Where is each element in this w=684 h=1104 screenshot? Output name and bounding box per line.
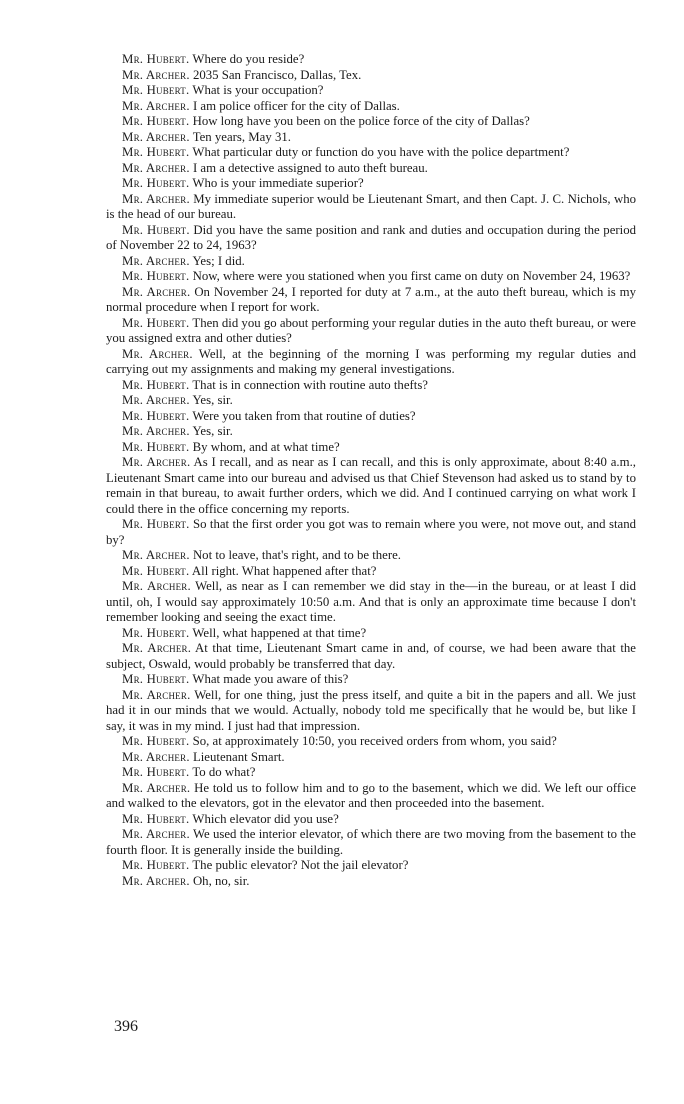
- utterance-text: Did you have the same position and rank and duties and occupation during the period of November 22 to 24, 1963?: [106, 222, 636, 252]
- speaker-label: Mr. Archer.: [122, 346, 193, 361]
- speaker-label: Mr. Archer.: [122, 873, 190, 888]
- utterance-text: What is your occupation?: [192, 83, 324, 97]
- transcript-paragraph: [106, 409, 636, 425]
- testimony-transcript: [106, 52, 636, 889]
- transcript-paragraph: [106, 874, 636, 890]
- transcript-paragraph: [106, 161, 636, 177]
- utterance-text: Well, at the beginning of the morning I was performing my regular duties and carrying out my assignments and making my general investigations.: [106, 346, 636, 376]
- utterance-text: Then did you go about performing your regular duties in the auto theft bureau, or were you assigned extra and other duties?: [106, 315, 636, 345]
- speaker-label: Mr. Hubert.: [122, 439, 190, 454]
- transcript-paragraph: [106, 192, 636, 223]
- speaker-label: Mr. Hubert.: [122, 222, 190, 237]
- transcript-paragraph: [106, 781, 636, 812]
- utterance-text: All right. What happened after that?: [191, 563, 377, 578]
- utterance-text: That is in connection with routine auto thefts?: [192, 377, 428, 392]
- speaker-label: Mr. Hubert.: [122, 765, 190, 779]
- transcript-paragraph: [106, 641, 636, 672]
- speaker-label: Mr. Archer.: [122, 548, 190, 562]
- speaker-label: Mr. Hubert.: [122, 269, 190, 283]
- speaker-label: Mr. Archer.: [122, 284, 191, 299]
- transcript-paragraph: [106, 378, 636, 394]
- utterance-text: How long have you been on the police force of the city of Dallas?: [192, 114, 530, 128]
- transcript-paragraph: [106, 316, 636, 347]
- speaker-label: Mr. Hubert.: [122, 517, 190, 531]
- speaker-label: Mr. Hubert.: [122, 315, 190, 330]
- transcript-paragraph: [106, 424, 636, 440]
- utterance-text: Yes, sir.: [192, 424, 233, 438]
- transcript-paragraph: [106, 688, 636, 735]
- transcript-paragraph: [106, 517, 636, 548]
- speaker-label: Mr. Hubert.: [122, 625, 190, 640]
- utterance-text: What particular duty or function do you have with the police department?: [192, 145, 570, 159]
- transcript-paragraph: [106, 827, 636, 858]
- transcript-paragraph: [106, 393, 636, 409]
- transcript-paragraph: [106, 765, 636, 781]
- speaker-label: Mr. Hubert.: [122, 672, 190, 686]
- speaker-label: Mr. Archer.: [122, 827, 190, 841]
- speaker-label: Mr. Archer.: [122, 780, 191, 795]
- transcript-paragraph: [106, 548, 636, 564]
- utterance-text: Not to leave, that's right, and to be there.: [192, 548, 401, 562]
- transcript-paragraph: [106, 285, 636, 316]
- speaker-label: Mr. Hubert.: [122, 83, 190, 97]
- transcript-paragraph: [106, 626, 636, 642]
- speaker-label: Mr. Hubert.: [122, 52, 190, 66]
- utterance-text: So that the first order you got was to remain where you were, not move out, and stand by?: [106, 517, 636, 547]
- utterance-text: To do what?: [192, 765, 256, 779]
- transcript-paragraph: [106, 812, 636, 828]
- transcript-paragraph: [106, 83, 636, 99]
- transcript-paragraph: [106, 68, 636, 84]
- transcript-paragraph: [106, 455, 636, 517]
- speaker-label: Mr. Archer.: [122, 253, 190, 268]
- utterance-text: Now, where were you stationed when you first came on duty on November 24, 1963?: [192, 269, 631, 283]
- speaker-label: Mr. Archer.: [122, 98, 190, 113]
- utterance-text: At that time, Lieutenant Smart came in and, of course, we had been aware that the subject, Oswald, would probably be transferred that day.: [106, 641, 636, 671]
- speaker-label: Mr. Hubert.: [122, 145, 190, 159]
- speaker-label: Mr. Archer.: [122, 393, 190, 407]
- speaker-label: Mr. Archer.: [122, 579, 191, 593]
- utterance-text: What made you aware of this?: [192, 672, 349, 686]
- transcript-paragraph: [106, 223, 636, 254]
- transcript-paragraph: [106, 145, 636, 161]
- transcript-paragraph: [106, 130, 636, 146]
- speaker-label: Mr. Hubert.: [122, 858, 190, 872]
- speaker-label: Mr. Archer.: [122, 687, 191, 702]
- utterance-text: I am police officer for the city of Dallas.: [192, 98, 400, 113]
- transcript-paragraph: [106, 176, 636, 192]
- speaker-label: Mr. Archer.: [122, 424, 190, 438]
- speaker-label: Mr. Archer.: [122, 191, 190, 206]
- transcript-paragraph: [106, 269, 636, 285]
- utterance-text: Yes, sir.: [192, 393, 233, 407]
- speaker-label: Mr. Archer.: [122, 641, 192, 655]
- page-number: 396: [114, 1018, 138, 1035]
- utterance-text: We used the interior elevator, of which there are two moving from the basement to the fourth floor. It is generally inside the building.: [106, 827, 636, 857]
- transcript-paragraph: [106, 672, 636, 688]
- utterance-text: The public elevator? Not the jail elevator?: [192, 858, 409, 872]
- utterance-text: Were you taken from that routine of duties?: [192, 408, 416, 423]
- utterance-text: Ten years, May 31.: [192, 129, 291, 144]
- utterance-text: Where do you reside?: [192, 52, 305, 66]
- utterance-text: Well, for one thing, just the press itself, and quite a bit in the papers and all. We just had it in our minds that we would. Actually, nobody told me specifically that he would be, but like I say, it was in my mind. I just had that impression.: [106, 687, 636, 733]
- utterance-text: As I recall, and as near as I can recall, and this is only approximate, about 8:40 a.m., Lieutenant Smart came into our bureau and advised us that Chief Stevenson had asked us to stand by to remain in that bureau, to await further orders, which we did. And I continued carrying on what work I could there in the office concerning my reports.: [106, 455, 636, 516]
- utterance-text: Lieutenant Smart.: [192, 749, 285, 764]
- speaker-label: Mr. Hubert.: [122, 563, 190, 578]
- utterance-text: I am a detective assigned to auto theft bureau.: [192, 160, 428, 175]
- transcript-paragraph: [106, 99, 636, 115]
- speaker-label: Mr. Archer.: [122, 455, 191, 469]
- speaker-label: Mr. Hubert.: [122, 811, 190, 826]
- utterance-text: By whom, and at what time?: [192, 439, 340, 454]
- speaker-label: Mr. Archer.: [122, 67, 190, 82]
- utterance-text: On November 24, I reported for duty at 7 a.m., at the auto theft bureau, which is my normal procedure when I report for work.: [106, 284, 636, 314]
- speaker-label: Mr. Hubert.: [122, 734, 190, 748]
- utterance-text: Yes; I did.: [192, 253, 245, 268]
- transcript-paragraph: [106, 254, 636, 270]
- speaker-label: Mr. Hubert.: [122, 114, 190, 128]
- utterance-text: Well, as near as I can remember we did stay in the—in the bureau, or at least I did until, oh, I would say approximately 10:50 a.m. And that is only an approximate time because I don't remember looking and seeing the exact time.: [106, 579, 636, 624]
- transcript-paragraph: [106, 440, 636, 456]
- utterance-text: Which elevator did you use?: [192, 811, 339, 826]
- utterance-text: He told us to follow him and to go to the basement, which we did. We left our office and walked to the elevators, got in the elevator and then proceeded into the basement.: [106, 780, 636, 810]
- utterance-text: 2035 San Francisco, Dallas, Tex.: [192, 67, 362, 82]
- speaker-label: Mr. Hubert.: [122, 176, 190, 190]
- transcript-paragraph: [106, 734, 636, 750]
- transcript-paragraph: [106, 114, 636, 130]
- transcript-paragraph: [106, 564, 636, 580]
- transcript-paragraph: [106, 750, 636, 766]
- utterance-text: So, at approximately 10:50, you received orders from whom, you said?: [192, 734, 557, 748]
- speaker-label: Mr. Hubert.: [122, 408, 190, 423]
- utterance-text: Oh, no, sir.: [192, 873, 250, 888]
- transcript-paragraph: [106, 52, 636, 68]
- speaker-label: Mr. Archer.: [122, 129, 190, 144]
- speaker-label: Mr. Archer.: [122, 160, 190, 175]
- utterance-text: Well, what happened at that time?: [192, 625, 367, 640]
- transcript-paragraph: [106, 579, 636, 626]
- speaker-label: Mr. Hubert.: [122, 377, 190, 392]
- utterance-text: Who is your immediate superior?: [192, 176, 364, 190]
- speaker-label: Mr. Archer.: [122, 749, 190, 764]
- transcript-paragraph: [106, 347, 636, 378]
- transcript-paragraph: [106, 858, 636, 874]
- utterance-text: My immediate superior would be Lieutenant Smart, and then Capt. J. C. Nichols, who is the head of our bureau.: [106, 191, 636, 221]
